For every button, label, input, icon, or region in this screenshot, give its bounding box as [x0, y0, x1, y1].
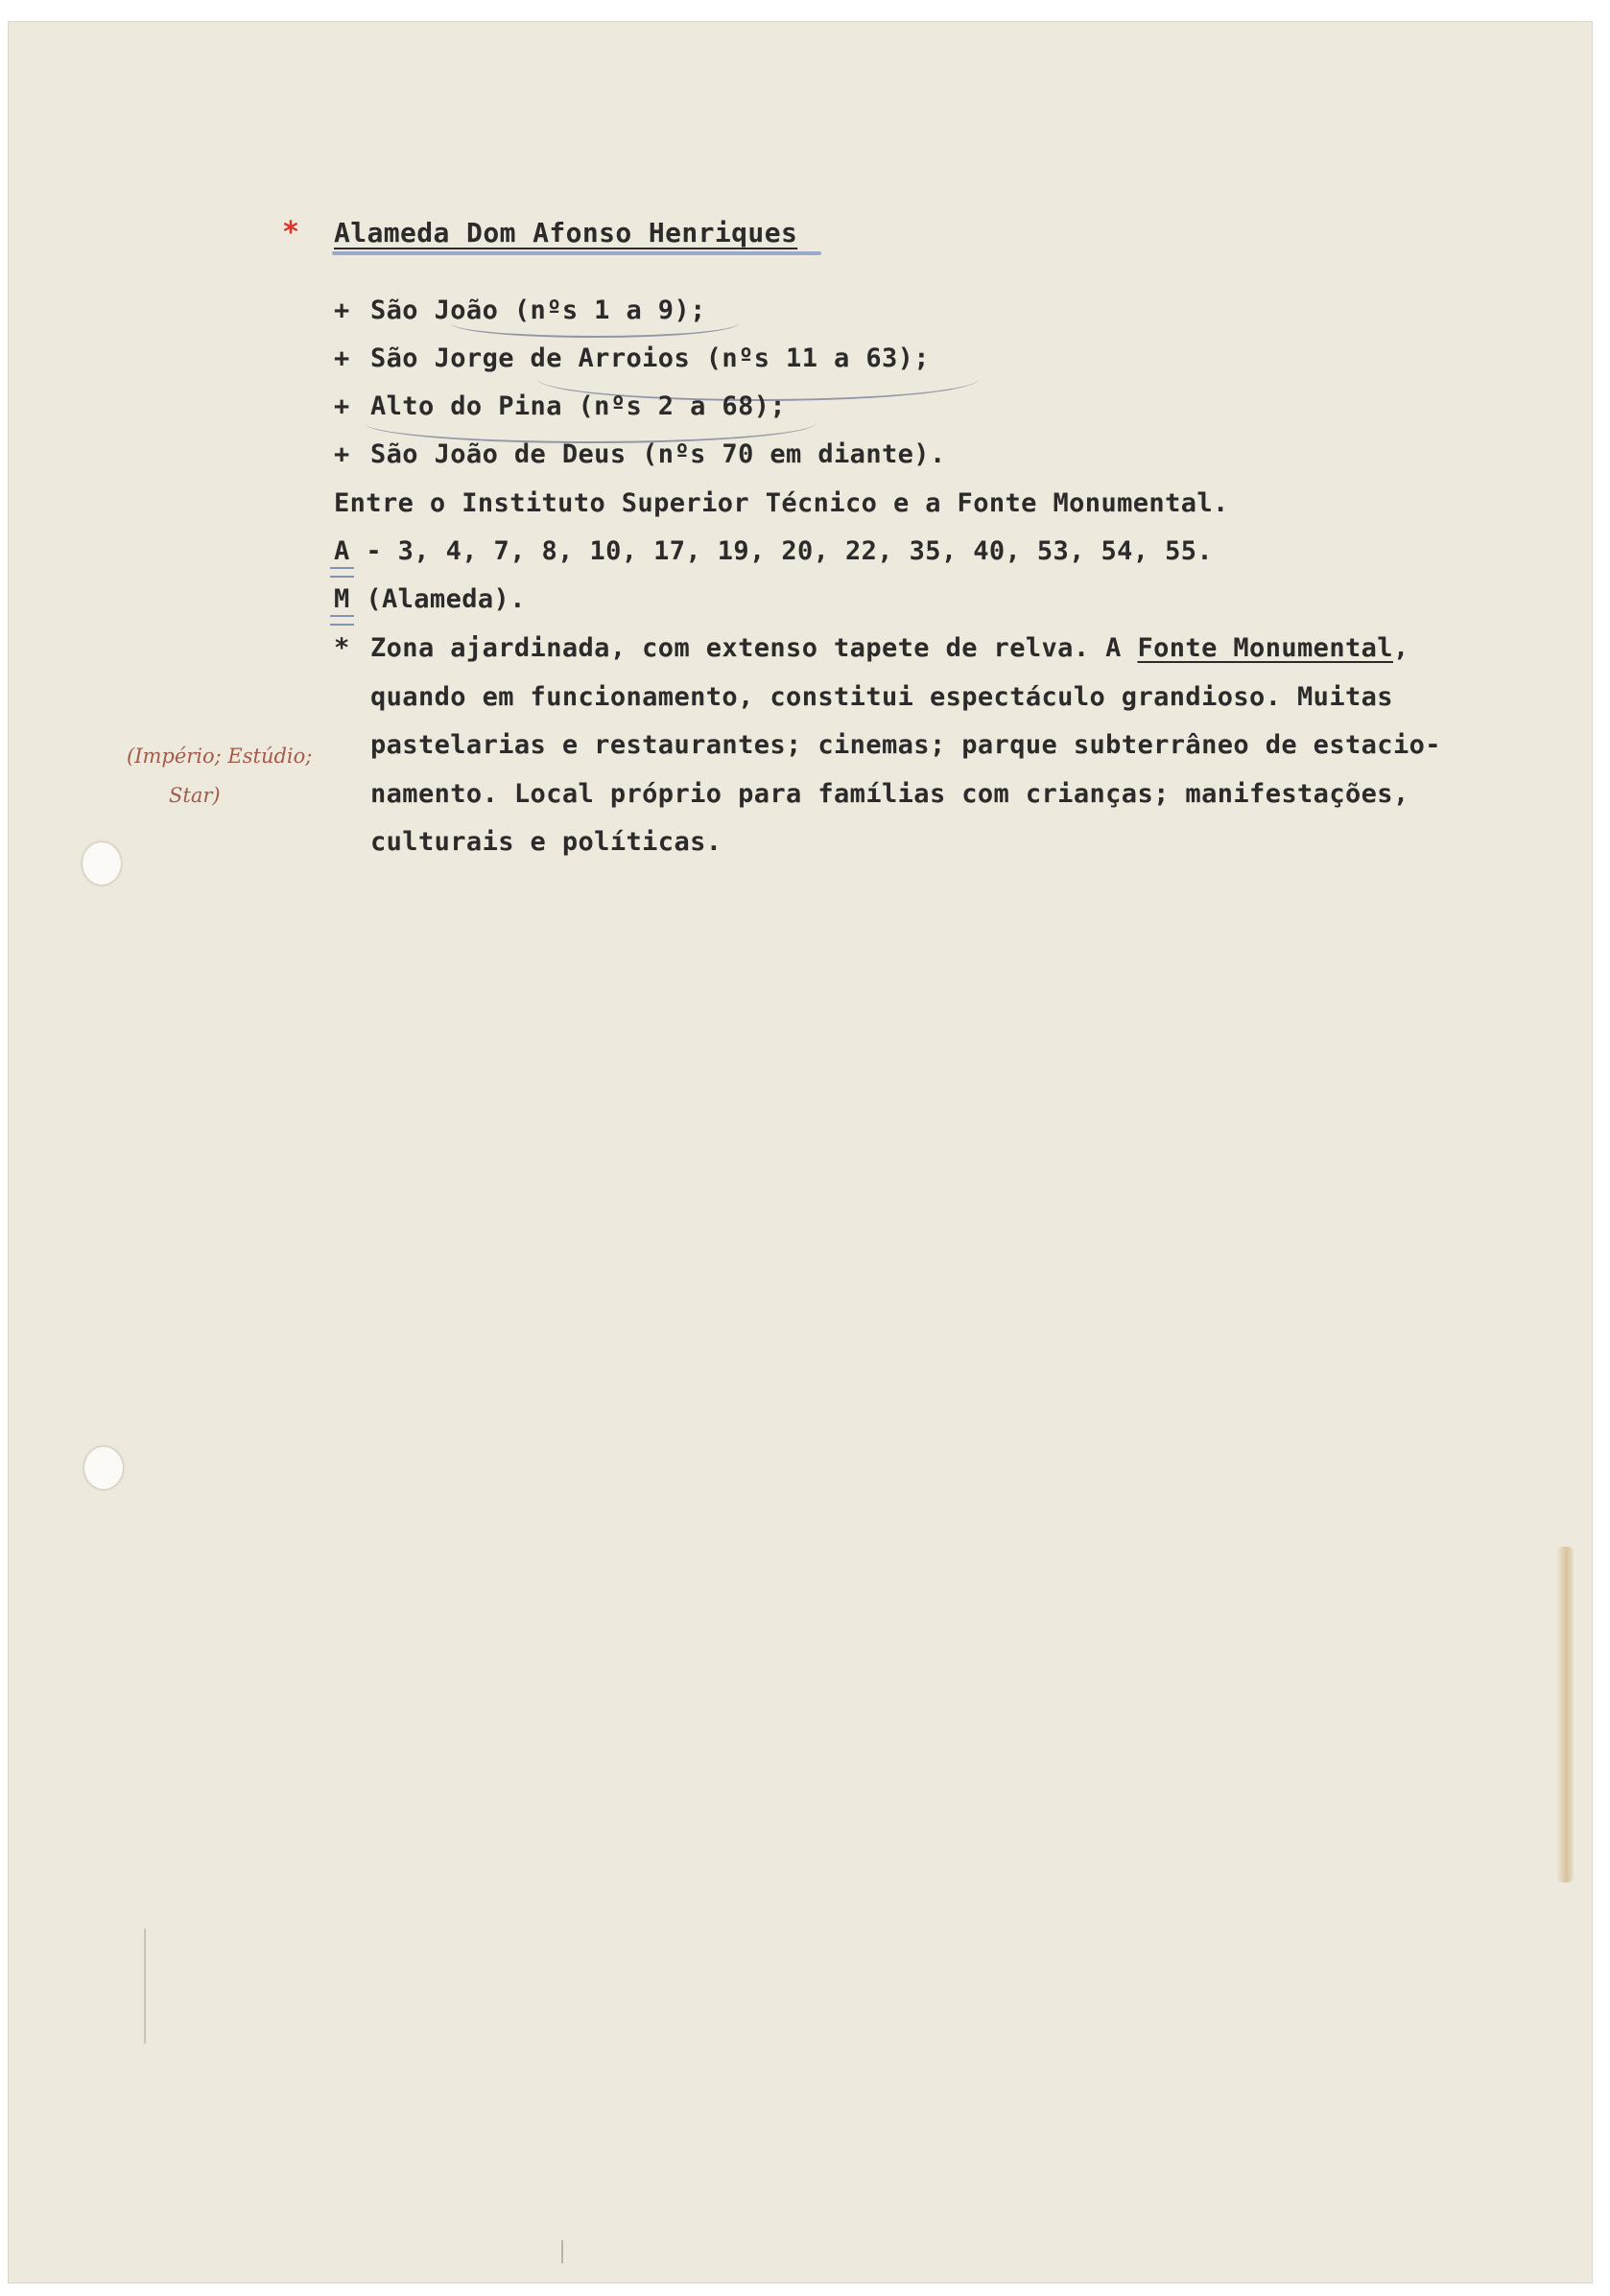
description-text: Zona ajardinada, com extenso tapete de relva. A: [370, 633, 1138, 663]
description-line: pastelarias e restaurantes; cinemas; parque subterrâneo de estacio-: [370, 730, 1441, 760]
page-title: [334, 217, 797, 249]
metro-station: (Alameda).: [366, 584, 526, 614]
metro-line: [334, 583, 526, 616]
handwritten-margin-note: (Império; Estúdio;: [127, 745, 313, 768]
parish-line: [334, 438, 946, 471]
description-line: * Zona ajardinada, com extenso tapete de relva. A Fonte Monumental,: [334, 633, 1409, 663]
parish-text: São João de Deus (nºs 70 em diante).: [370, 439, 946, 469]
punch-hole: [83, 842, 121, 885]
parish-text: São João (nºs 1 a 9);: [370, 296, 706, 325]
title-asterisk-mark: *: [282, 216, 300, 249]
description-line: culturais e políticas.: [370, 827, 722, 857]
description-line: quando em funcionamento, constitui espectáculo grandioso. Muitas: [370, 682, 1393, 712]
parish-marker: +: [334, 439, 350, 469]
parish-marker: +: [334, 391, 350, 421]
bus-label: A: [334, 536, 350, 566]
blue-pencil-underline: [332, 251, 821, 255]
punch-hole: [84, 1447, 123, 1489]
parish-text: São Jorge de Arroios (nºs 11 a 63);: [370, 343, 930, 373]
bus-line: [334, 535, 1213, 568]
pencil-arc: [365, 403, 816, 443]
bus-routes: - 3, 4, 7, 8, 10, 17, 19, 20, 22, 35, 40, 53, 54, 55.: [366, 536, 1214, 566]
metro-label: M: [334, 584, 350, 614]
handwritten-margin-note: Star): [169, 784, 221, 807]
parish-text: Alto do Pina (nºs 2 a 68);: [370, 391, 787, 421]
pencil-mark: [561, 2240, 563, 2263]
description-line: namento. Local próprio para famílias com crianças; manifestações,: [370, 779, 1409, 809]
title-text: Alameda Dom Afonso Henriques: [334, 217, 798, 249]
paper-stain: [1556, 1547, 1574, 1882]
description-marker: *: [334, 633, 350, 663]
parish-marker: +: [334, 296, 350, 325]
pencil-arc: [451, 309, 739, 338]
pencil-mark: [144, 1929, 146, 2044]
fonte-monumental-link: Fonte Monumental: [1137, 633, 1393, 663]
location-line: Entre o Instituto Superior Técnico e a Fonte Monumental.: [334, 488, 1229, 518]
parish-marker: +: [334, 343, 350, 373]
